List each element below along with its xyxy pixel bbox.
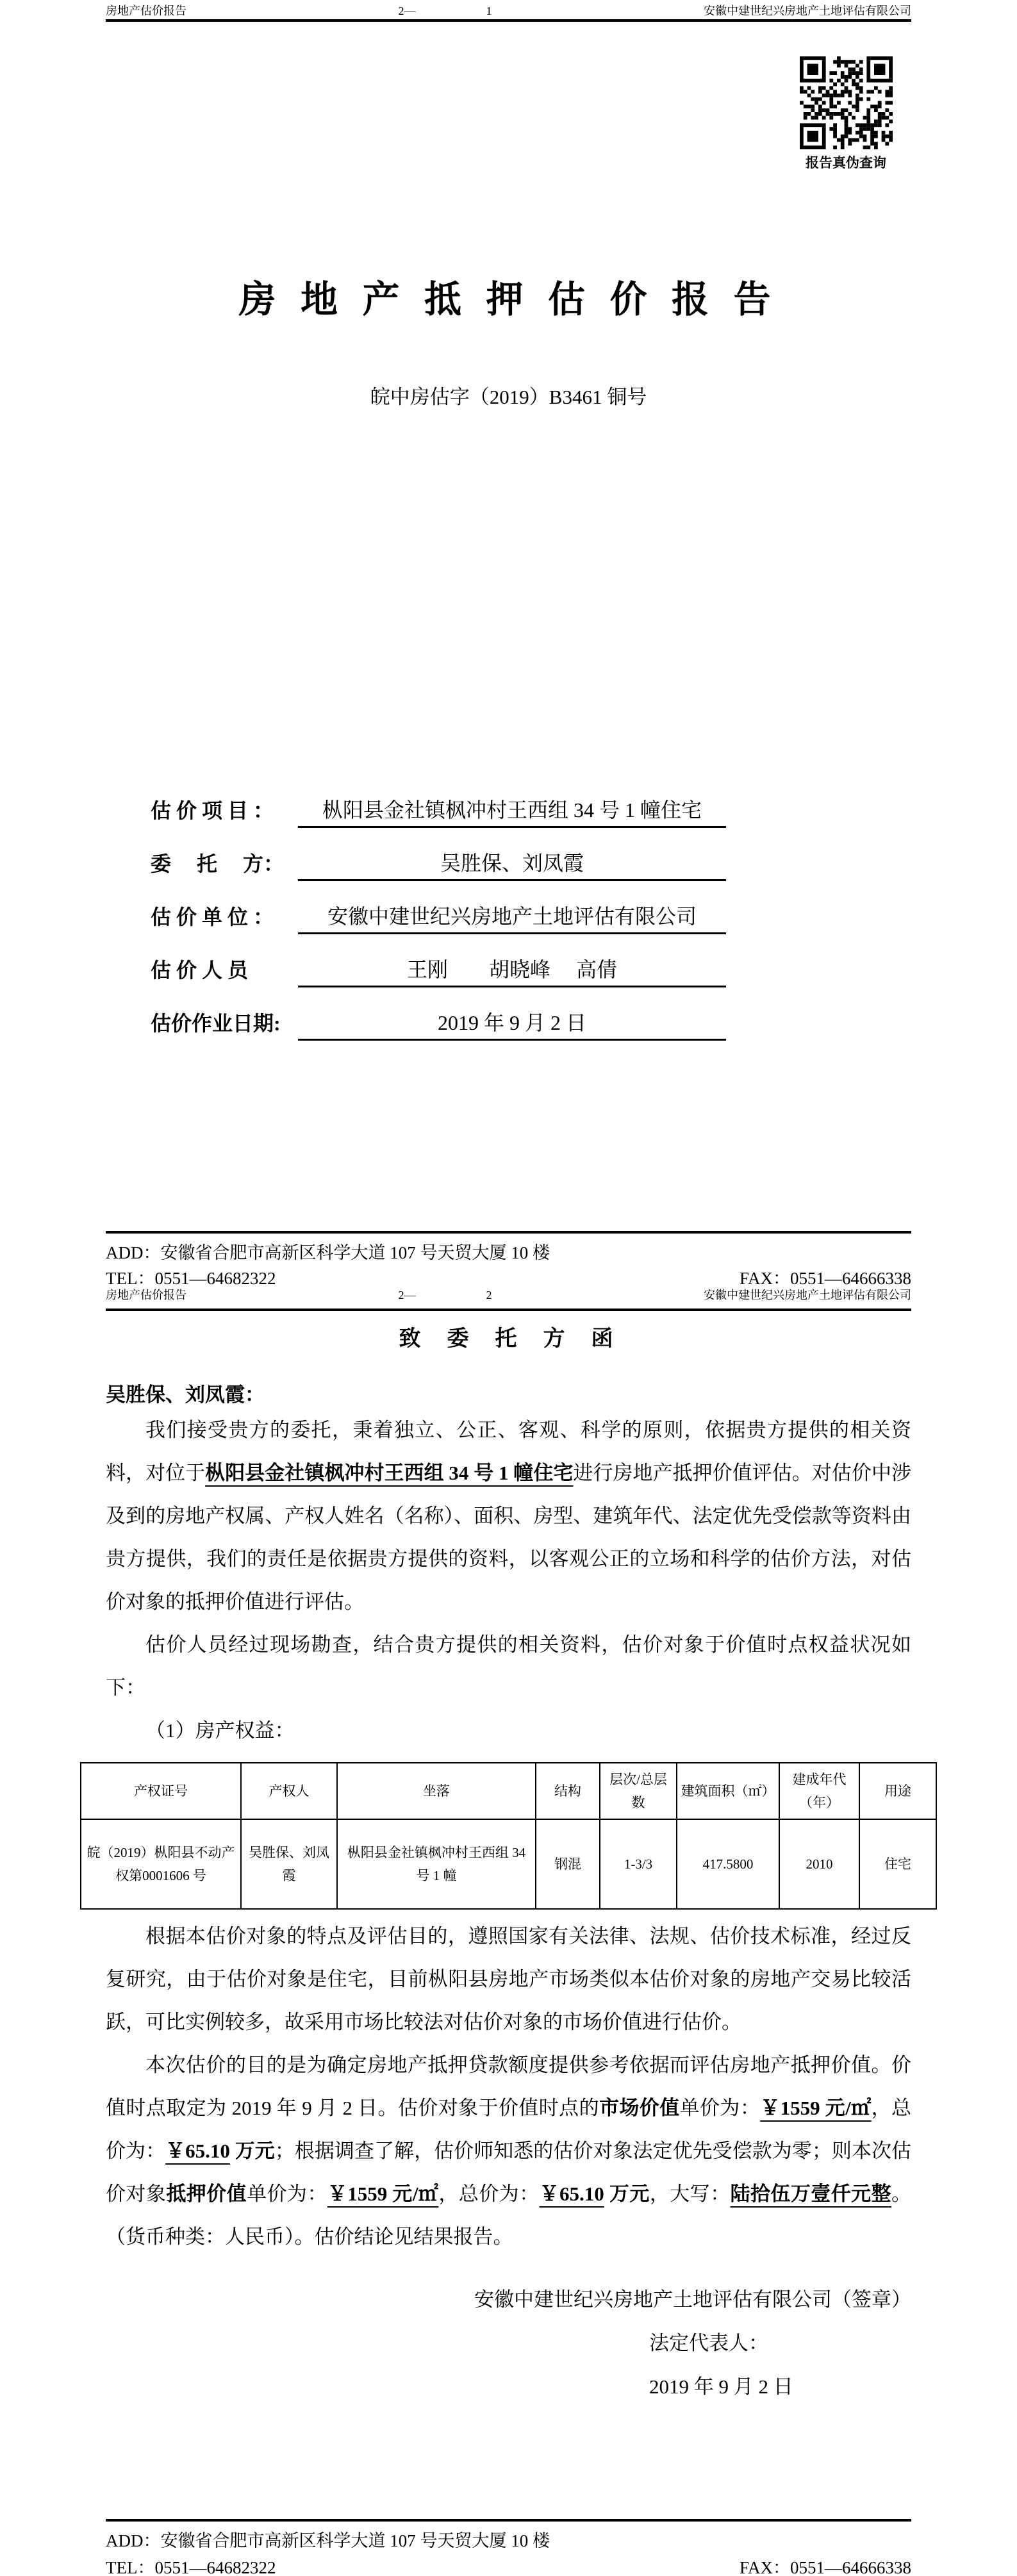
field-agency-value: 安徽中建世纪兴房地产土地评估有限公司 — [298, 900, 726, 934]
field-work-date-label: 估价作业日期: — [151, 1012, 281, 1035]
field-appraisers-value: 王刚 胡晓峰 高倩 — [298, 954, 726, 987]
page1-header-rule — [106, 19, 911, 22]
page2-running-header — [106, 1288, 911, 1302]
page2-header-company: 安徽中建世纪兴房地产土地评估有限公司 — [704, 1289, 911, 1301]
letter-paragraph-1: 我们接受贵方的委托，秉着独立、公正、客观、科学的原则，依据贵方提供的相关资料，对位于枞阳县金社镇枫冲村王西组 34 号 1 幢住宅进行房地产抵押价值评估。对估价中涉及到的房地产权属、产权人姓名（名称）、面积、房型、建筑年代、法定优先受偿款等资料由贵方提供，我们的责任是依据贵方提供的资料，以客观公正的立场和科学的估价方法，对估价对象的抵押价值进行评估。 — [106, 1419, 912, 1613]
letter-paragraph-4: 根据本估价对象的特点及评估目的，遵照国家有关法律、法规、估价技术标准，经过反复研究，由于估价对象是住宅，目前枞阳县房地产市场类似本估价对象的房地产交易比较活跃，可比实例较多，故采用市场比较法对估价对象的市场价值进行估价。 — [106, 1925, 911, 2033]
qr-code — [800, 56, 893, 149]
letter-body — [87, 1324, 912, 2400]
field-client — [151, 828, 726, 881]
field-project-value: 枞阳县金社镇枫冲村王西组 34 号 1 幢住宅 — [298, 794, 726, 828]
signature-company: 安徽中建世纪兴房地产土地评估有限公司（签章） — [474, 2288, 911, 2311]
page1-header-page-prefix: 2— — [398, 4, 416, 17]
cover-fields — [151, 775, 726, 1041]
table-header-row — [81, 1763, 936, 1819]
page2-footer-address: ADD：安徽省合肥市高新区科学大道 107 号天贸大厦 10 楼 — [106, 2531, 550, 2550]
page1-footer-tel: TEL：0551—64682322 — [106, 1269, 276, 1288]
page2-footer-fax: FAX：0551—64666338 — [739, 2558, 911, 2576]
page1-header-doc-type: 房地产估价报告 — [106, 4, 186, 17]
page2-header-page-indicator — [399, 1288, 492, 1302]
field-client-label: 委 托 方： — [151, 852, 285, 875]
signature-block — [106, 2287, 911, 2400]
cell-structure: 钢混 — [536, 1819, 600, 1909]
field-agency — [151, 881, 726, 934]
signature-date: 2019 年 9 月 2 日 — [649, 2375, 793, 2398]
property-rights-table — [80, 1762, 937, 1910]
signature-legal-representative: 法定代表人： — [649, 2332, 768, 2354]
page2-header-doc-type: 房地产估价报告 — [106, 1289, 186, 1301]
field-work-date — [151, 987, 726, 1041]
report-number: 皖中房估字（2019）B3461 铜号 — [370, 386, 647, 408]
page2-header-rule — [106, 1309, 911, 1311]
cell-location: 枞阳县金社镇枫冲村王西组 34 号 1 幢 — [337, 1819, 536, 1909]
col-location: 坐落 — [337, 1763, 536, 1819]
page2-header-page-number: 2 — [486, 1289, 492, 1301]
col-owner: 产权人 — [241, 1763, 337, 1819]
field-project-label: 估 价 项 目 ： — [151, 799, 274, 822]
cell-floor: 1-3/3 — [600, 1819, 677, 1909]
field-work-date-value: 2019 年 9 月 2 日 — [298, 1007, 726, 1041]
qr-caption: 报告真伪查询 — [806, 155, 886, 170]
letter-paragraph-3: （1）房产权益： — [145, 1719, 295, 1742]
field-appraisers-label: 估 价 人 员 — [151, 959, 249, 982]
field-appraisers — [151, 934, 726, 987]
page2-footer-tel: TEL：0551—64682322 — [106, 2558, 276, 2576]
letter-title: 致 委 托 方 函 — [399, 1327, 618, 1351]
letter-salutation: 吴胜保、刘凤霞： — [106, 1383, 265, 1406]
cell-floor-area: 417.5800 — [677, 1819, 779, 1909]
page1-footer-rule — [106, 1231, 911, 1234]
letter-paragraph-2: 估价人员经过现场勘查，结合贵方提供的相关资料，估价对象于价值时点权益状况如下： — [106, 1633, 911, 1699]
page1-header-company: 安徽中建世纪兴房地产土地评估有限公司 — [704, 4, 911, 17]
page1-running-header — [106, 4, 911, 18]
page1-footer-contacts — [106, 1267, 911, 1289]
page1-header-page-indicator — [399, 4, 492, 18]
field-agency-label: 估 价 单 位 ： — [151, 905, 274, 929]
col-structure: 结构 — [536, 1763, 600, 1819]
page1-footer-fax: FAX：0551—64666338 — [739, 1269, 911, 1288]
page1-header-page-number: 1 — [486, 4, 492, 17]
field-client-value: 吴胜保、刘凤霞 — [298, 847, 726, 881]
col-year-built: 建成年代（年） — [779, 1763, 859, 1819]
col-floor-area: 建筑面积（㎡） — [677, 1763, 779, 1819]
col-floor: 层次/总层数 — [600, 1763, 677, 1819]
col-use: 用途 — [859, 1763, 936, 1819]
page2-footer-rule — [106, 2519, 911, 2522]
letter-paragraph-5: 本次估价的目的是为确定房地产抵押贷款额度提供参考依据而评估房地产抵押价值。价值时点取定为 2019 年 9 月 2 日。估价对象于价值时点的市场价值单价为：￥1559 元/㎡，总价为：￥65.10 万元；根据调查了解，估价师知悉的估价对象法定优先受偿款为零；则本次估价对象抵押价值单价为：￥1559 元/㎡，总价为：￥65.10 万元，大写：陆拾伍万壹仟元整。（货币种类：人民币）。估价结论见结果报告。 — [106, 2054, 912, 2248]
page1-footer-address: ADD：安徽省合肥市高新区科学大道 107 号天贸大厦 10 楼 — [106, 1243, 550, 1262]
page2-footer-contacts — [106, 2557, 911, 2576]
report-title: 房 地 产 抵 押 估 价 报 告 — [238, 279, 779, 320]
field-project — [151, 775, 726, 828]
cell-year-built: 2010 — [779, 1819, 859, 1909]
page2-header-page-prefix: 2— — [398, 1289, 416, 1301]
table-row — [81, 1819, 936, 1909]
col-certificate-no: 产权证号 — [81, 1763, 241, 1819]
cell-use: 住宅 — [859, 1819, 936, 1909]
cell-certificate-no: 皖（2019）枞阳县不动产权第0001606 号 — [81, 1819, 241, 1909]
cell-owner: 吴胜保、刘凤霞 — [241, 1819, 337, 1909]
